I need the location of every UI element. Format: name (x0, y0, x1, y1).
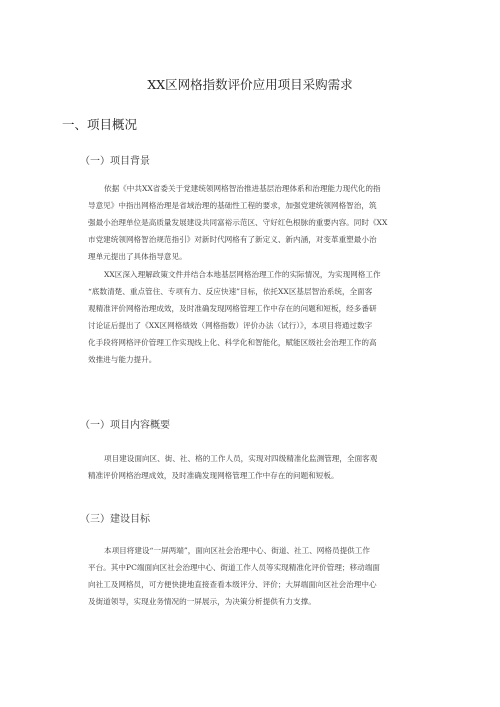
text-line: 观精准评价网格治理成效，及时准确发现网格管理工作中存在的问题和短板，经多番研 (88, 304, 377, 314)
subsection-heading-background: （一）项目背景 (80, 156, 150, 167)
text-line: 本项目将建设“一屏两端”，面向区社会治理中心、街道、社工、网格员提供工作 (104, 546, 370, 555)
paragraph-background-2 (88, 266, 434, 369)
document-title: XX区网格指数评价应用项目采购需求 (147, 77, 353, 92)
text-line: 平台。其中PC端面向区社会治理中心、街道工作人员等实现精准化评价管理；移动端面 (88, 563, 380, 573)
text-line: 及街道领导，实现业务情况的一屏展示，为决策分析提供有力支撑。 (88, 597, 316, 607)
text-line: 理单元提出了具体指导意见。 (88, 252, 187, 262)
text-line: XX区深入理解政策文件并结合本地基层网格治理工作的实际情况，为实现网格工作 (104, 270, 381, 279)
text-line: 向社工及网格员，可方便快捷地直接查看本级评分、评价；大屏端面向区社会治理中心 (88, 580, 377, 590)
text-line: 项目建设面向区、街、社、格的工作人员，实现对四级精准化监测管理，全面客观 (104, 454, 378, 463)
text-line: 导意见》中指出网格治理是省域治理的基础性工程的要求，加强党建统领网格智治，筑 (88, 201, 377, 211)
text-line: 市党建统领网格智治规范指引》对新时代网格有了新定义、新内涵，对变革重塑最小治 (88, 235, 377, 245)
text-line: 讨论证后提出了《XX区网格绩效（网格指数）评价办法（试行）》，本项目将通过数字 (88, 321, 373, 331)
paragraph-background-1 (88, 180, 434, 265)
text-line: 依据《中共XX省委关于党建统领网格智治推进基层治理体系和治理能力现代化的指 (104, 184, 381, 193)
section-heading-project-overview: 一、项目概况 (62, 117, 138, 132)
text-line: 强最小治理单位是高质量发展建设共同富裕示范区、守好红色根脉的重要内容。同时《XX (88, 218, 388, 228)
paragraph-content-summary (88, 450, 434, 484)
subsection-heading-goals: （三）建设目标 (80, 514, 150, 525)
text-line: 效推进与能力提升。 (88, 355, 157, 365)
subsection-heading-content-summary: （一）项目内容概要 (80, 420, 170, 431)
text-line: 精准评价网格治理成效，及时准确发现网格管理工作中存在的问题和短板。 (88, 471, 339, 481)
text-line: “底数清楚、重点管住、专项有力、反应快速”目标，依托XX区基层智治系统，全面客 (88, 287, 373, 297)
paragraph-goals (88, 542, 434, 610)
text-line: 化手段将网格评价管理工作实现线上化、科学化和智能化，赋能区级社会治理工作的高 (88, 338, 377, 348)
